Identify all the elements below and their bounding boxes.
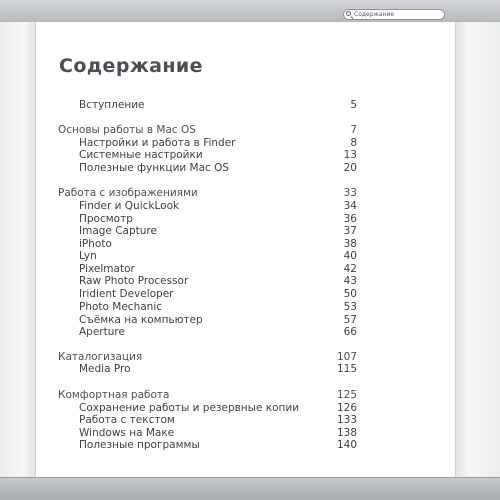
toc-page-number: 7: [350, 124, 357, 136]
toc-page-number: 8: [350, 137, 357, 149]
bottom-toolbar: [0, 477, 500, 500]
toc-title: Системные настройки: [79, 149, 203, 161]
search-icon: [346, 11, 351, 16]
toc-page-number: 125: [336, 389, 357, 401]
toc-title: Настройки и работа в Finder: [79, 137, 236, 149]
toc-title: Iridient Developer: [79, 288, 174, 300]
toc-entry[interactable]: [36, 439, 455, 452]
toc-entry[interactable]: [36, 200, 455, 213]
search-input[interactable]: [343, 9, 445, 20]
toc-page-number: 40: [343, 250, 357, 262]
toc-page-number: 133: [336, 414, 357, 426]
toc-entry[interactable]: [36, 363, 455, 376]
document-page: [36, 22, 455, 478]
toc-title: Съёмка на компьютер: [79, 314, 203, 326]
toc-page-number: 20: [343, 162, 357, 174]
toc-entry[interactable]: [36, 301, 455, 314]
toc-title: Pixelmator: [79, 263, 135, 275]
toc-title: Aperture: [79, 326, 125, 338]
toc-entry[interactable]: [36, 149, 455, 162]
toc-entry[interactable]: [36, 250, 455, 263]
toc-page-number: 140: [336, 439, 357, 451]
toc-title: Комфортная работа: [58, 389, 170, 401]
toc-entry[interactable]: [36, 275, 455, 288]
toc-title: Вступление: [79, 99, 145, 111]
toc-page-number: 107: [336, 351, 357, 363]
toc-page-number: 13: [343, 149, 357, 161]
toc-page-number: 138: [336, 427, 357, 439]
toc-title: Работа с текстом: [79, 414, 175, 426]
toc-page-number: 57: [343, 314, 357, 326]
toc-title: Просмотр: [79, 213, 133, 225]
toc-page-number: 53: [343, 301, 357, 313]
toc-title: Photo Mechanic: [79, 301, 163, 313]
toc-section[interactable]: [36, 187, 455, 200]
toc-page-number: 5: [350, 99, 357, 111]
toc-section[interactable]: [36, 124, 455, 137]
top-toolbar: [0, 0, 500, 23]
toc-title: Основы работы в Mac OS: [58, 124, 196, 136]
toc-entry[interactable]: [36, 162, 455, 175]
toc-page-number: 115: [336, 363, 357, 375]
toc-page-number: 36: [343, 213, 357, 225]
toc-title: Полезные функции Mac OS: [79, 162, 230, 174]
toc-title: Raw Photo Processor: [79, 275, 189, 287]
left-margin: [0, 22, 36, 478]
toc-entry[interactable]: [36, 288, 455, 301]
toc-page-number: 66: [343, 326, 357, 338]
toc-title: Каталогизация: [58, 351, 143, 363]
toc-entry[interactable]: [36, 225, 455, 238]
search-placeholder: Содержание: [354, 11, 395, 18]
toc-title: iPhoto: [79, 238, 112, 250]
toc-title: Finder и QuickLook: [79, 200, 180, 212]
right-margin: [455, 22, 500, 478]
toc-title: Windows на Маке: [79, 427, 175, 439]
toc-section[interactable]: [36, 389, 455, 402]
page-title: Содержание: [59, 55, 203, 77]
toc-page-number: 38: [343, 238, 357, 250]
toc-title: Media Pro: [79, 363, 131, 375]
toc-page-number: 50: [343, 288, 357, 300]
toc-entry[interactable]: [36, 326, 455, 339]
toc-title: Lyn: [79, 250, 97, 262]
toc-page-number: 33: [343, 187, 357, 199]
toc-title: Работа с изображениями: [58, 187, 198, 199]
toc-entry[interactable]: [36, 414, 455, 427]
toc-page-number: 34: [343, 200, 357, 212]
toc-entry[interactable]: [36, 99, 455, 112]
toc-title: Сохранение работы и резервные копии: [79, 402, 300, 414]
toc-page-number: 43: [343, 275, 357, 287]
toc-title: Image Capture: [79, 225, 157, 237]
toc-title: Полезные программы: [79, 439, 200, 451]
toc-page-number: 42: [343, 263, 357, 275]
toc-page-number: 126: [336, 402, 357, 414]
toc-page-number: 37: [343, 225, 357, 237]
